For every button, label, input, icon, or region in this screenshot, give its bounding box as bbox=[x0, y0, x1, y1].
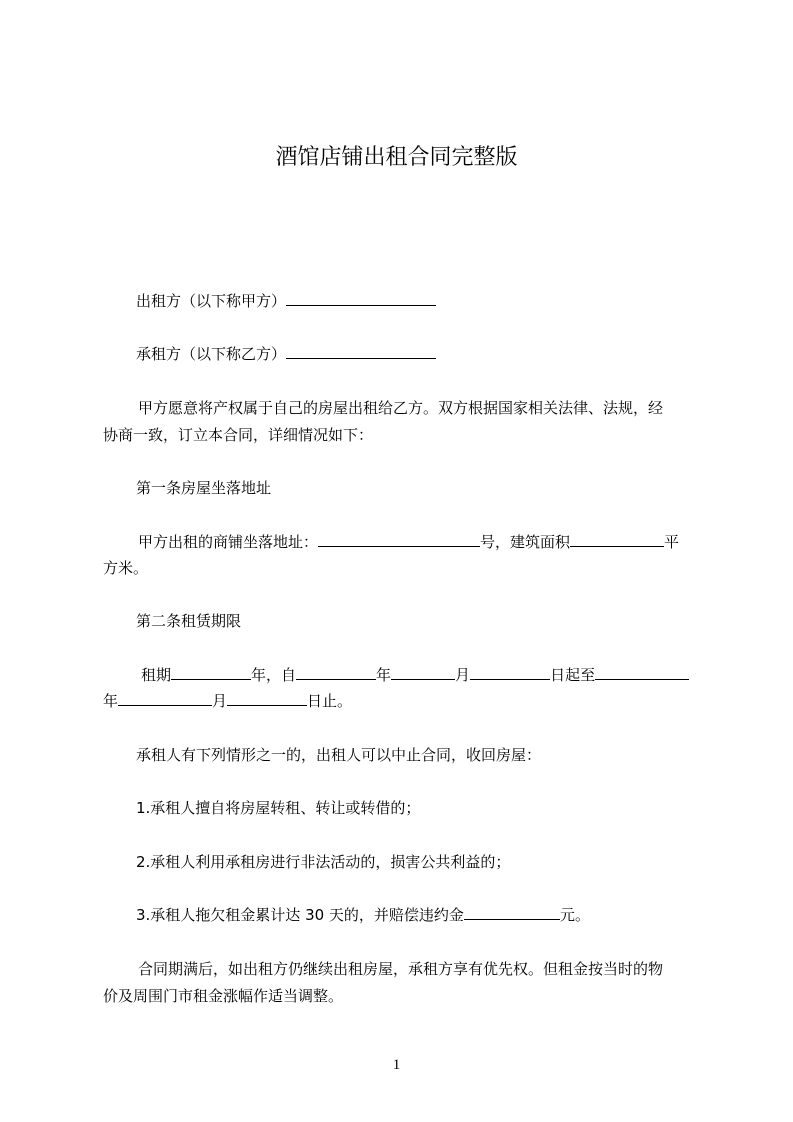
term-years-blank bbox=[171, 665, 251, 680]
lessee-blank bbox=[286, 344, 436, 359]
area-unit-part: 平 bbox=[664, 533, 680, 551]
term-line-2 bbox=[103, 691, 352, 711]
renewal-line-1: 合同期满后，如出租方仍继续出租房屋，承租方享有优先权。但租金按当时的物 bbox=[138, 960, 664, 978]
termination-intro: 承租人有下列情形之一的，出租人可以中止合同，收回房屋： bbox=[136, 746, 542, 764]
item3-unit: 元。 bbox=[559, 906, 590, 924]
item3-text: 3.承租人拖欠租金累计达 30 天的，并赔偿违约金 bbox=[136, 906, 464, 924]
start-year-label: 年 bbox=[376, 666, 392, 684]
address-blank bbox=[318, 532, 480, 547]
end-day-blank bbox=[227, 691, 307, 706]
term-line-1 bbox=[141, 665, 689, 685]
lessor-blank bbox=[286, 291, 436, 306]
article1-line-2: 方米。 bbox=[103, 559, 149, 577]
penalty-blank bbox=[464, 905, 560, 920]
article2-title: 第二条租赁期限 bbox=[136, 612, 242, 630]
term-from-label: 年，自 bbox=[251, 666, 297, 684]
start-month-blank bbox=[391, 665, 455, 680]
area-label: 号，建筑面积 bbox=[480, 533, 571, 551]
intro-line-2: 协商一致，订立本合同，详细情况如下： bbox=[103, 426, 374, 444]
intro-line-1: 甲方愿意将产权属于自己的房屋出租给乙方。双方根据国家相关法律、法规，经 bbox=[138, 399, 664, 417]
term-label: 租期 bbox=[141, 666, 172, 684]
end-year-label: 年 bbox=[103, 692, 119, 710]
lessor-label: 出租方（以下称甲方） bbox=[136, 292, 287, 310]
start-day-label: 日起至 bbox=[550, 666, 596, 684]
end-month-label: 月 bbox=[212, 692, 228, 710]
termination-item-1: 1.承租人擅自将房屋转租、转让或转借的； bbox=[136, 799, 421, 817]
area-blank bbox=[570, 532, 664, 547]
termination-item-2: 2.承租人利用承租房进行非法活动的，损害公共利益的； bbox=[136, 853, 511, 871]
end-month-blank bbox=[118, 691, 212, 706]
lessee-line bbox=[136, 344, 436, 364]
document-title: 酒馆店铺出租合同完整版 bbox=[275, 145, 518, 170]
article1-address-line bbox=[138, 532, 679, 552]
lessee-label: 承租方（以下称乙方） bbox=[136, 345, 287, 363]
lessor-line bbox=[136, 291, 436, 311]
end-day-label: 日止。 bbox=[307, 692, 353, 710]
address-label: 甲方出租的商铺坐落地址： bbox=[138, 533, 319, 551]
page-number: 1 bbox=[392, 1057, 401, 1073]
end-year-blank bbox=[595, 665, 689, 680]
termination-item-3 bbox=[136, 905, 590, 925]
start-year-blank bbox=[296, 665, 376, 680]
start-day-blank bbox=[470, 665, 550, 680]
article1-title: 第一条房屋坐落地址 bbox=[136, 479, 272, 497]
start-month-label: 月 bbox=[455, 666, 471, 684]
renewal-line-2: 价及周围门市租金涨幅作适当调整。 bbox=[103, 987, 344, 1005]
